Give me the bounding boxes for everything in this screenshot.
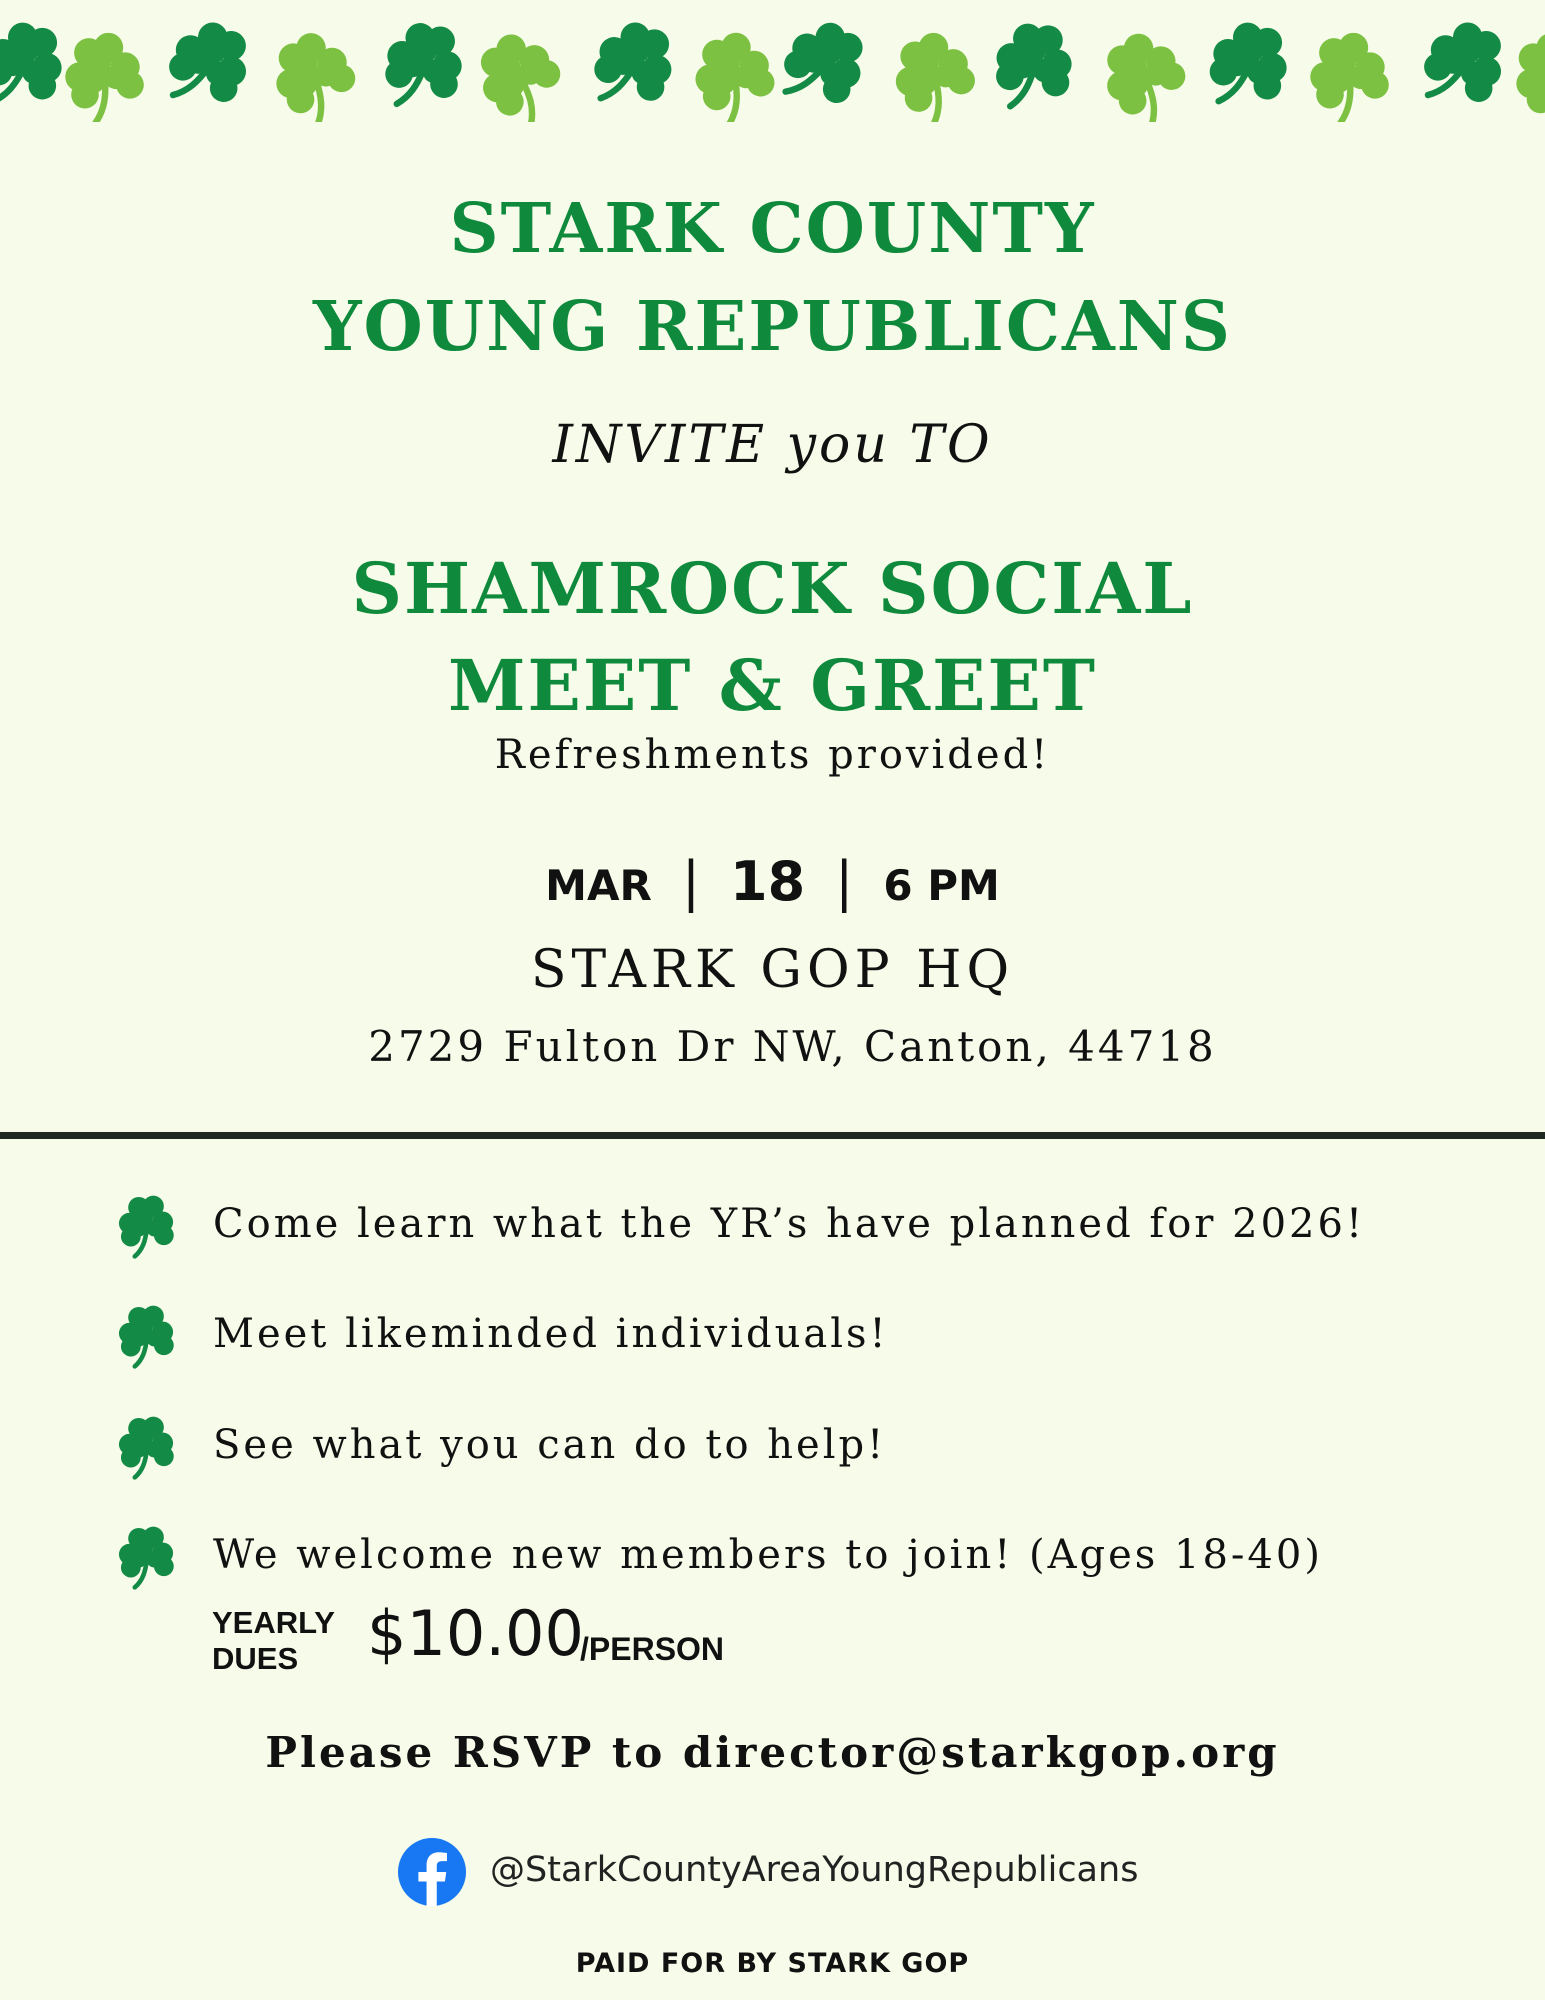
invite-text: INVITE you TO <box>552 415 993 475</box>
event-month: MAR <box>545 861 652 910</box>
shamrock-icon <box>1305 30 1397 122</box>
org-title-line2: YOUNG REPUBLICANS <box>313 287 1232 367</box>
bullet-item <box>115 1303 1515 1373</box>
event-title <box>0 540 1545 734</box>
shamrock-icon <box>270 30 362 122</box>
dues-amount: $10.00 <box>367 1597 584 1670</box>
shamrock-icon <box>1100 30 1192 122</box>
shamrock-icon <box>380 20 472 112</box>
event-title-line2: MEET & GREET <box>448 644 1097 727</box>
bullet-text: Come learn what the YR’s have planned for 2026! <box>213 1201 1366 1247</box>
separator: | <box>681 850 701 913</box>
shamrock-icon <box>60 30 152 122</box>
shamrock-icon <box>475 30 567 122</box>
bullet-text: Meet likeminded individuals! <box>213 1311 889 1357</box>
dues-label-line2: DUES <box>212 1641 299 1676</box>
shamrock-icon <box>780 20 872 112</box>
shamrock-icon <box>990 20 1082 112</box>
org-title-line1: STARK COUNTY <box>449 189 1096 269</box>
shamrock-icon <box>115 1524 181 1590</box>
shamrock-icon <box>1205 20 1297 112</box>
shamrock-icon <box>590 20 682 112</box>
bullet-item <box>115 1193 1515 1263</box>
event-date-time <box>0 850 1545 913</box>
event-day: 18 <box>730 850 806 913</box>
dues-label-line1: YEARLY <box>212 1605 335 1640</box>
bullet-item <box>115 1524 1515 1594</box>
bullet-item <box>115 1414 1515 1484</box>
shamrock-icon <box>115 1414 181 1480</box>
dues-unit: /PERSON <box>580 1631 725 1667</box>
shamrock-icon <box>115 1303 181 1369</box>
event-venue: STARK GOP HQ <box>530 940 1015 1000</box>
shamrock-icon <box>165 20 257 112</box>
rsvp-text: Please RSVP to director@starkgop.org <box>265 1728 1280 1777</box>
shamrock-icon <box>890 30 982 122</box>
facebook-handle[interactable]: @StarkCountyAreaYoungRepublicans <box>490 1850 1139 1890</box>
divider <box>0 1132 1545 1139</box>
facebook-icon <box>398 1838 466 1906</box>
bullet-text: We welcome new members to join! (Ages 18-40) <box>213 1532 1323 1578</box>
shamrock-icon <box>1420 20 1512 112</box>
shamrock-icon <box>690 30 782 122</box>
dues-label <box>212 1605 335 1677</box>
organization-title <box>0 180 1545 376</box>
shamrock-border <box>0 20 1545 140</box>
refreshments-note: Refreshments provided! <box>494 732 1051 778</box>
event-time: 6 PM <box>883 861 1000 910</box>
separator: | <box>835 850 854 913</box>
event-title-line1: SHAMROCK SOCIAL <box>351 547 1194 630</box>
shamrock-icon <box>115 1193 181 1259</box>
event-address: 2729 Fulton Dr NW, Canton, 44718 <box>368 1022 1217 1071</box>
facebook-link[interactable] <box>398 1838 1298 1908</box>
shamrock-icon <box>1510 30 1545 122</box>
paid-for-disclaimer: PAID FOR BY STARK GOP <box>575 1948 970 1979</box>
yearly-dues <box>212 1597 912 1685</box>
bullet-text: See what you can do to help! <box>213 1422 887 1468</box>
